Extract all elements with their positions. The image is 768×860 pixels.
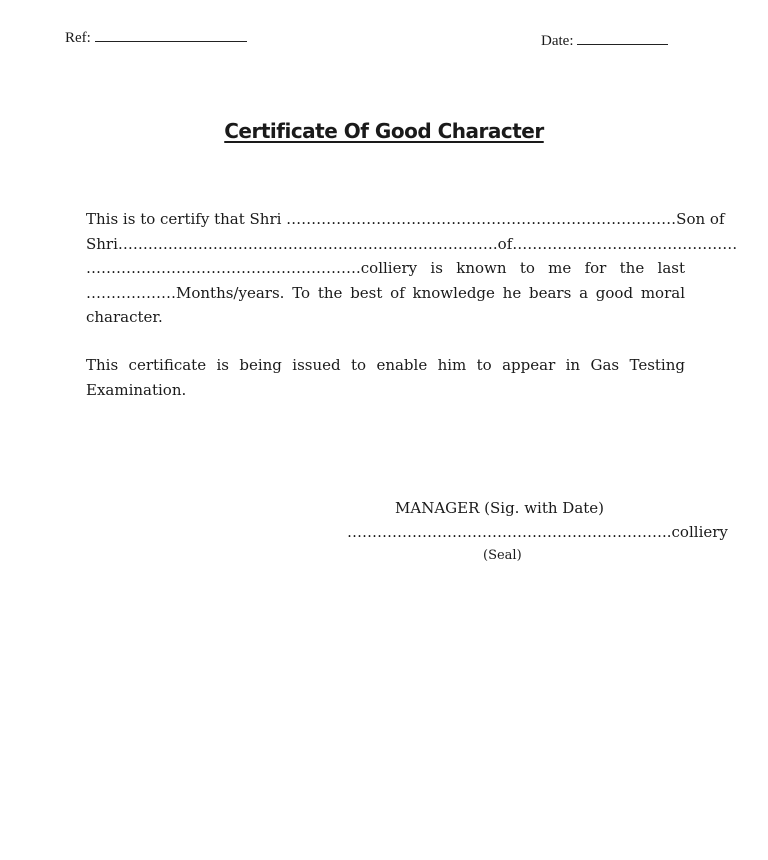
paragraph-line: character. <box>86 308 163 326</box>
ref-field <box>65 29 247 47</box>
paragraph-line: Examination. <box>86 380 187 399</box>
paragraph-line: ……………………………………………….colliery is known to me for the last <box>86 259 685 277</box>
paragraph-line: This is to certify that Shri ……………………………………………………………………Son of <box>86 210 725 228</box>
colliery-name-line: ………………………………………………………..colliery <box>347 523 728 541</box>
date-field <box>541 32 668 50</box>
ref-blank-line <box>95 29 247 42</box>
certification-paragraph <box>86 207 738 330</box>
paragraph-line: ………………Months/years. To the best of knowledge he bears a good moral <box>86 283 685 302</box>
paragraph-line: This certificate is being issued to enable him to appear in Gas Testing <box>86 356 685 374</box>
ref-label: Ref: <box>65 30 91 46</box>
page-title: Certificate Of Good Character <box>224 119 544 143</box>
purpose-paragraph <box>86 353 685 402</box>
date-blank-line <box>577 32 668 45</box>
date-label: Date: <box>541 33 574 49</box>
seal-label: (Seal) <box>483 548 522 563</box>
paragraph-line: Shri………………………………………………………………….of……………………………………… <box>86 234 738 253</box>
manager-signature-label: MANAGER (Sig. with Date) <box>395 499 605 517</box>
